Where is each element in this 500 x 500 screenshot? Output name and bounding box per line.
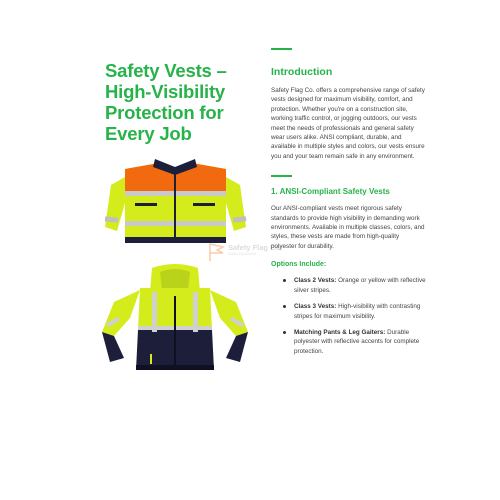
intro-heading: Introduction [271, 66, 333, 78]
option-label: Class 3 Vests: [294, 303, 337, 311]
ansi-heading: 1. ANSI-Compliant Safety Vests [271, 187, 390, 197]
section-divider [271, 175, 292, 177]
page-title: Safety Vests – High-Visibility Protection for Every Job [105, 60, 227, 144]
list-item [271, 302, 426, 321]
watermark-brand: Safety Flag Co. [228, 243, 283, 252]
bullet-icon [283, 331, 286, 334]
option-label: Class 2 Vests: [294, 277, 337, 285]
orange-yellow-jacket-image [103, 155, 248, 250]
intro-body: Safety Flag Co. offers a comprehensive range of safety vests designed for maximum visibility, comfort, and protection. Whether you're on a construction site, working traffic control, or jogging outdoors, our vests meet the needs of professionals and general safety wear users alike. ANSI compliant, durable, and available in multiple styles and colors, our vests ensure you and your team remain safe in any environment. [271, 87, 425, 160]
option-text: High-visibility with contrasting stripes for maximum visibility. [294, 303, 421, 320]
watermark-tagline: Safety Equipment [228, 252, 256, 256]
list-item [271, 276, 426, 295]
yellow-navy-hoodie-image [100, 262, 250, 377]
section-divider [271, 48, 292, 50]
right-column [271, 48, 426, 363]
option-text: Durable polyester with reflective accents for complete protection. [294, 328, 420, 355]
options-heading: Options Include: [271, 261, 327, 269]
left-column [105, 60, 255, 144]
option-text: Orange or yellow with reflective silver stripes. [294, 277, 426, 294]
options-list [271, 276, 426, 356]
list-item [271, 328, 426, 356]
ansi-body: Our ANSI-compliant vests meet rigorous safety standards to provide high visibility in demanding work environments. Available in multiple classes, colors, and styles, these vests are made from high-quality polyester for durability. [271, 205, 425, 250]
bullet-icon [283, 305, 286, 308]
flag-logo-icon [207, 241, 227, 263]
option-label: Matching Pants & Leg Gaiters: [294, 328, 386, 336]
bullet-icon [283, 279, 286, 282]
